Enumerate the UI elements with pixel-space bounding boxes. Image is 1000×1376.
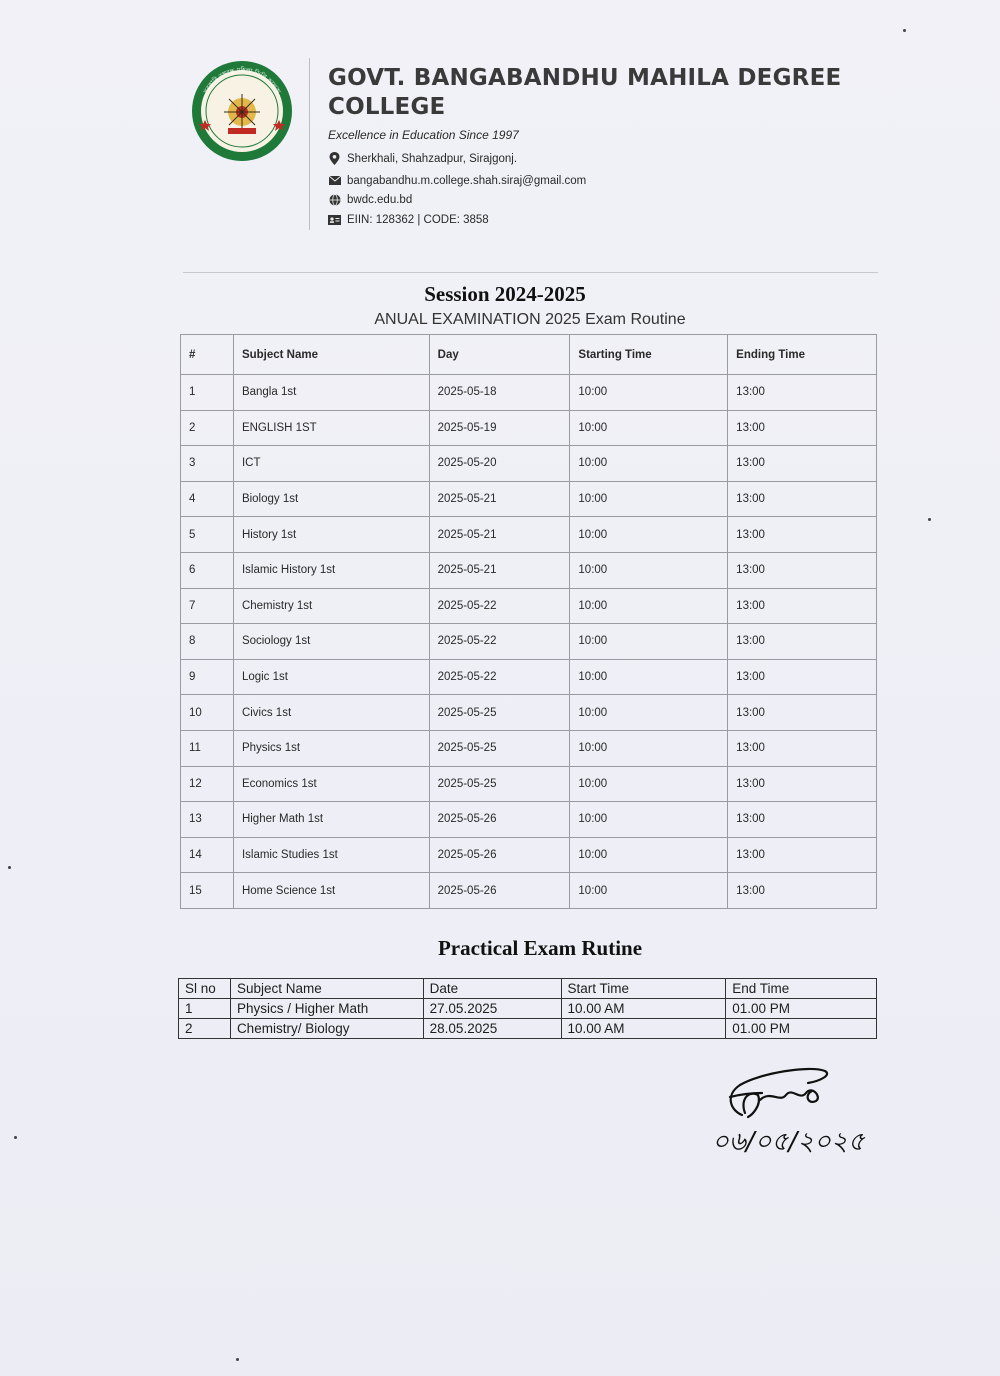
table-cell: 10:00 [570, 588, 728, 624]
table-cell: 13:00 [728, 837, 877, 873]
website-text: bwdc.edu.bd [347, 193, 413, 206]
header-divider [309, 58, 310, 230]
mail-icon [328, 174, 341, 187]
college-logo [191, 60, 293, 162]
table-cell: 2025-05-22 [429, 624, 570, 660]
table-cell: 10.00 AM [561, 1019, 726, 1039]
table-row [181, 873, 877, 909]
table-cell: Islamic History 1st [233, 552, 429, 588]
table-cell: Physics / Higher Math [230, 999, 423, 1019]
table-header-row [179, 979, 877, 999]
email-text: bangabandhu.m.college.shah.siraj@gmail.com [347, 174, 587, 187]
table-cell: 10:00 [570, 873, 728, 909]
handwritten-signature [700, 1055, 900, 1165]
routine-title: ANUAL EXAMINATION 2025 Exam Routine [374, 311, 686, 328]
table-cell: 01.00 PM [726, 1019, 877, 1039]
table-cell: 13:00 [728, 517, 877, 553]
table-cell: 10:00 [570, 659, 728, 695]
id-card-icon [328, 213, 341, 226]
table-cell: ENGLISH 1ST [233, 410, 429, 446]
table-row [181, 730, 877, 766]
table-cell: 2025-05-18 [429, 375, 570, 411]
header-cell: End Time [726, 979, 877, 999]
table-cell: History 1st [233, 517, 429, 553]
header-rule [183, 272, 878, 273]
table-cell: Chemistry 1st [233, 588, 429, 624]
scan-speck [14, 1136, 17, 1139]
table-cell: 2025-05-26 [429, 837, 570, 873]
table-row [181, 588, 877, 624]
table-row [179, 1019, 877, 1039]
table-cell: 2025-05-25 [429, 695, 570, 731]
header-cell: Start Time [561, 979, 726, 999]
table-cell: 13:00 [728, 802, 877, 838]
table-cell: 10:00 [570, 481, 728, 517]
table-row [179, 999, 877, 1019]
table-cell: 10:00 [570, 410, 728, 446]
table-cell: 2025-05-20 [429, 446, 570, 482]
table-cell: 10:00 [570, 730, 728, 766]
table-cell: 2025-05-26 [429, 873, 570, 909]
table-row [181, 695, 877, 731]
table-row [181, 410, 877, 446]
table-cell: 13:00 [728, 588, 877, 624]
exam-routine-table [180, 334, 877, 909]
table-cell: ICT [233, 446, 429, 482]
table-cell: 10:00 [570, 517, 728, 553]
table-cell: 12 [181, 766, 234, 802]
table-cell: 10:00 [570, 375, 728, 411]
table-cell: 5 [181, 517, 234, 553]
table-cell: 13:00 [728, 410, 877, 446]
table-cell: 2025-05-25 [429, 730, 570, 766]
table-cell: Islamic Studies 1st [233, 837, 429, 873]
lotus-emblem-icon [224, 94, 260, 134]
header-cell: Day [429, 335, 570, 375]
signature-date: ০৬/০৫/২০২৫ [712, 1127, 865, 1157]
header-cell: Starting Time [570, 335, 728, 375]
table-cell: 3 [181, 446, 234, 482]
table-cell: 10.00 AM [561, 999, 726, 1019]
table-cell: Physics 1st [233, 730, 429, 766]
scan-speck [903, 29, 906, 32]
logo-text: সরকারি বঙ্গবন্ধু মহিলা ডিগ্রি কলেজ [202, 66, 282, 95]
table-cell: Home Science 1st [233, 873, 429, 909]
table-cell: 10:00 [570, 552, 728, 588]
table-cell: 2025-05-26 [429, 802, 570, 838]
table-cell: 1 [181, 375, 234, 411]
table-row [181, 624, 877, 660]
table-cell: 10:00 [570, 766, 728, 802]
table-cell: 10:00 [570, 446, 728, 482]
table-cell: 10:00 [570, 695, 728, 731]
table-cell: 13:00 [728, 730, 877, 766]
table-cell: Chemistry/ Biology [230, 1019, 423, 1039]
eiin-line [328, 213, 489, 226]
table-cell: 13:00 [728, 873, 877, 909]
table-cell: 15 [181, 873, 234, 909]
table-cell: 10:00 [570, 624, 728, 660]
table-row [181, 552, 877, 588]
table-cell: 13:00 [728, 766, 877, 802]
address-text: Sherkhali, Shahzadpur, Sirajgonj. [347, 152, 518, 165]
table-row [181, 375, 877, 411]
table-cell: 4 [181, 481, 234, 517]
table-cell: 2 [181, 410, 234, 446]
scan-speck [8, 866, 11, 869]
globe-icon [328, 193, 341, 206]
address-line [328, 152, 517, 165]
table-cell: 2025-05-21 [429, 481, 570, 517]
table-row [181, 659, 877, 695]
table-row [181, 517, 877, 553]
practical-title: Practical Exam Rutine [437, 936, 643, 960]
table-row [181, 481, 877, 517]
table-cell: Logic 1st [233, 659, 429, 695]
table-row [181, 446, 877, 482]
header-cell: Subject Name [233, 335, 429, 375]
table-cell: 10 [181, 695, 234, 731]
email-line [328, 174, 586, 187]
table-cell: 7 [181, 588, 234, 624]
table-cell: 13:00 [728, 552, 877, 588]
table-cell: 2025-05-19 [429, 410, 570, 446]
header-cell: Ending Time [728, 335, 877, 375]
header-cell: # [181, 335, 234, 375]
table-row [181, 766, 877, 802]
table-cell: Biology 1st [233, 481, 429, 517]
table-cell: 2025-05-25 [429, 766, 570, 802]
table-cell: 6 [181, 552, 234, 588]
header-cell: Sl no [179, 979, 231, 999]
website-line [328, 193, 412, 206]
table-cell: 13:00 [728, 659, 877, 695]
eiin-text: EIIN: 128362 | CODE: 3858 [347, 213, 489, 226]
table-cell: 8 [181, 624, 234, 660]
table-cell: 10:00 [570, 837, 728, 873]
practical-exam-table [178, 978, 877, 1039]
table-cell: 2 [179, 1019, 231, 1039]
table-cell: 2025-05-21 [429, 517, 570, 553]
table-cell: 13:00 [728, 375, 877, 411]
location-icon [328, 152, 341, 165]
table-cell: 01.00 PM [726, 999, 877, 1019]
table-cell: 13:00 [728, 624, 877, 660]
college-tagline: Excellence in Education Since 1997 [328, 128, 519, 142]
table-cell: Civics 1st [233, 695, 429, 731]
table-row [181, 837, 877, 873]
college-name: GOVT. BANGABANDHU MAHILA DEGREE COLLEGE [328, 65, 842, 120]
scan-speck [236, 1358, 239, 1361]
table-cell: 13:00 [728, 481, 877, 517]
table-cell: 2025-05-22 [429, 588, 570, 624]
table-row [181, 802, 877, 838]
table-cell: 13:00 [728, 446, 877, 482]
table-cell: 13 [181, 802, 234, 838]
table-cell: Higher Math 1st [233, 802, 429, 838]
table-header-row [181, 335, 877, 375]
table-cell: 27.05.2025 [423, 999, 561, 1019]
table-cell: 14 [181, 837, 234, 873]
table-cell: Sociology 1st [233, 624, 429, 660]
table-cell: Bangla 1st [233, 375, 429, 411]
table-cell: 11 [181, 730, 234, 766]
table-cell: 9 [181, 659, 234, 695]
table-cell: 10:00 [570, 802, 728, 838]
table-cell: 28.05.2025 [423, 1019, 561, 1039]
table-cell: 1 [179, 999, 231, 1019]
scan-speck [928, 518, 931, 521]
table-cell: 13:00 [728, 695, 877, 731]
table-cell: 2025-05-22 [429, 659, 570, 695]
table-cell: Economics 1st [233, 766, 429, 802]
header-cell: Date [423, 979, 561, 999]
header-cell: Subject Name [230, 979, 423, 999]
session-title: Session 2024-2025 [424, 282, 586, 306]
table-cell: 2025-05-21 [429, 552, 570, 588]
